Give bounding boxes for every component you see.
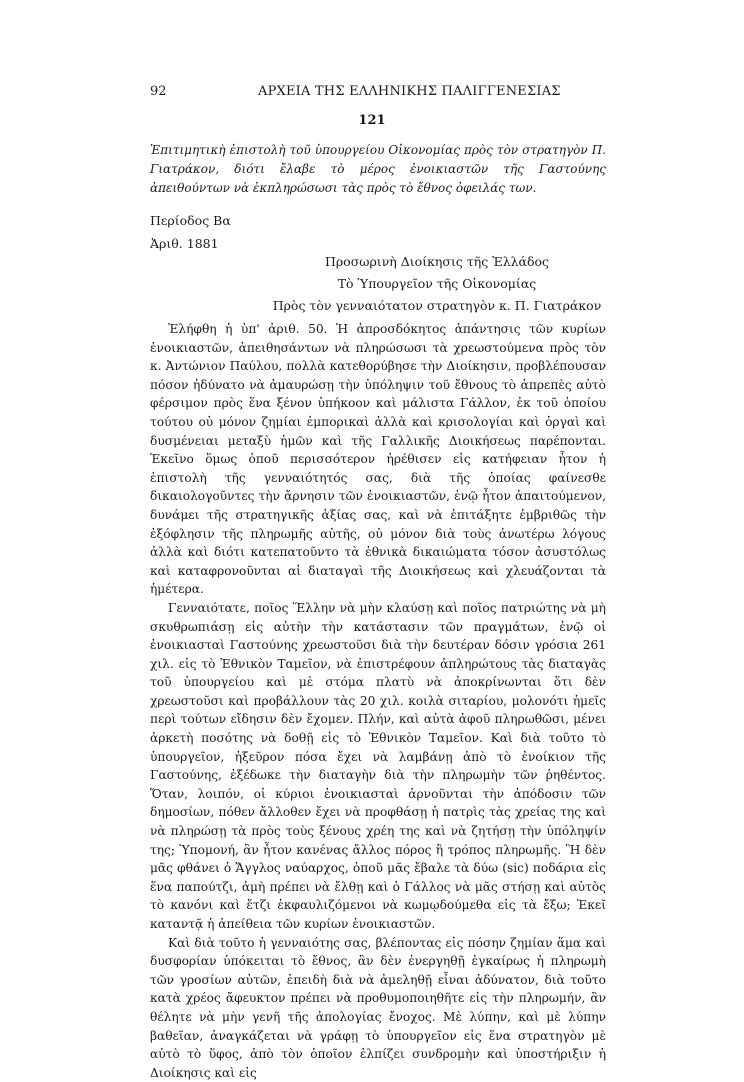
- body-paragraph: Ἐλήφθη ἡ ὑπ' ἀριθ. 50. Ἡ ἀπροσδόκητος ἀπάντησις τῶν κυρίων ἐνοικιαστῶν, ἀπειθησάντων νὰ πληρώσωσι τὰ χρεωστούμενα πρὸς τὸν κ. Ἀντώνιον Παύλου, πολλὰ κατεθορύβησε τὴν Διοίκησιν, προβλέπουσαν πόσον ἠδύνατο νὰ ἀμαυρώσῃ τὴν ὑπόληψιν τοῦ ἔθνους τὸ ἀπρεπὲς αὐτὸ φέρσιμον πρὸς ἕνα ξένον ὑπήκοον καὶ μάλιστα Γάλλον, ἐκ τοῦ ὁποίου τούτου οὐ μόνον ζημίαι ἐμπορικαὶ ἀλλὰ καὶ κρισολογίαι καὶ ὀργαὶ καὶ δυσμένειαι μεταξὺ ἡμῶν καὶ τῆς Γαλλικῆς Διοικήσεως παρέπονται. Ἐκεῖνο ὅμως ὁποῦ περισσότερον ἠρέθισεν εἰς κατήφειαν ἦτον ἡ ἐπιστολὴ τῆς γενναιότητός σας, διὰ τῆς ὁποίας φαίνεσθε δικαιολογοῦντες τὴν ἄρνησιν τῶν ἐνοικιαστῶν, ἐνῷ ἦτον ἀπαιτούμενον, δυνάμει τῆς στρατηγικῆς ἀξίας σας, καὶ νὰ ἐπιτάξητε ἐμβριθῶς τὴν ἐξόφλησιν τῆς πληρωμῆς αὐτῆς, οὐ μόνον διὰ τοὺς ἀνωτέρω λόγους ἀλλὰ καὶ διότι κατεπατοῦντο τὰ ἐθνικὰ δικαιώματα τόσον ἀσυστόλως καὶ καταφρονοῦνται αἱ διαταγαὶ τῆς Διοικήσεως καὶ χλευάζονται τὰ ἡμέτερα.: [150, 322, 606, 597]
- period-label: Περίοδος Βα: [150, 213, 231, 228]
- addressee-heading: Πρὸς τὸν γενναιότατον στρατηγὸν κ. Π. Γιατράκον: [272, 298, 602, 313]
- ministry-heading: Τὸ Ὑπουργεῖον τῆς Οἰκονομίας: [337, 276, 537, 291]
- page-number: 92: [150, 84, 167, 99]
- body-paragraph: Καὶ διὰ τοῦτο ἡ γενναιότης σας, βλέποντας εἰς πόσην ζημίαν ἅμα καὶ δυσφορίαν ὑπόκειται τὸ ἔθνος, ἂν δὲν ἐνεργηθῇ ἐγκαίρως ἡ πληρωμὴ τῶν γροσίων αὐτῶν, ἐπειδὴ διὰ νὰ ἀμεληθῇ εἶναι ἀδύνατον, διὰ τοῦτο κατὰ χρέος ἄφευκτον πρέπει νὰ προθυμοποιηθῆτε εἰς τὴν πληρωμήν, ἂν θέλητε νὰ μὴν γενῆ τῆς ἀπολογίας ἔνοχος. Μὲ λύπην, καὶ μὲ λύπην βαθεῖαν, ἀναγκάζεται νὰ γράφῃ τὸ ὑπουργεῖον εἰς ἕνα στρατηγὸν μὲ αὐτὸ τὸ ὕφος, ἀπὸ τὸν ὁποῖον ἐλπίζει συνδρομὴν καὶ ὑποστήριξιν ἡ Διοίκησις καὶ εἰς: [150, 935, 606, 1080]
- body-paragraph: Γενναιότατε, ποῖος Ἕλλην νὰ μὴν κλαύσῃ καὶ ποῖος πατριώτης νὰ μὴ σκυθρωπιάσῃ εἰς αὐτὴν τὴν κατάστασιν τῶν πραγμάτων, ἐνῷ οἱ ἐνοικιασταὶ Γαστούνης χρεωστοῦσι διὰ τὴν δευτέραν δόσιν γρόσια 261 χιλ. εἰς τὸ Ἐθνικὸν Ταμεῖον, νὰ ἐπιστρέφουν ἀπληρώτους τὰς διαταγὰς τοῦ ὑπουργείου καὶ μὲ στόμα πλατὺ νὰ ἀποκρίνωνται ὅτι δὲν χρεωστοῦσι καὶ προβάλλουν τὰς 20 χιλ. κοιλὰ σιταρίου, μολονότι ἡμεῖς περὶ τούτων εἴδησιν δὲν ἔχομεν. Πλήν, καὶ αὐτὰ ἀφοῦ πληρωθῶσι, μένει ἀρκετὴ ποσότης νὰ δοθῇ εἰς τὸ Ἐθνικὸν Ταμεῖον. Καὶ διὰ τοῦτο τὸ ὑπουργεῖον, ἠξεῦρον πόσα ἔχει νὰ λαμβάνῃ ἀπὸ τὸ ἐνοίκιον τῆς Γαστούνης, ἐξέδωκε τὴν διαταγὴν διὰ τὴν πληρωμὴν τῶν ῥηθέντος. Ὅταν, λοιπόν, οἱ κύριοι ἐνοικιασταὶ ἀρνοῦνται τὴν ἀπόδοσιν τῶν δημοσίων, πόθεν ἄλλοθεν ἔχει νὰ προφθάσῃ ἡ πατρὶς τὰς χρείας της καὶ νὰ πληρώσῃ τὰ πρὸς τοὺς ξένους χρέη της καὶ νὰ ζητήσῃ τὴν ὑπόληψίν της; Ὑπομονή, ἂν ἦτον κανένας ἄλλος πόρος ἢ τρόπος πληρωμῆς. Ἢ δὲν μᾶς φθάνει ὁ Ἄγγλος ναύαρχος, ὁποῦ μᾶς ἔβαλε τὰ δύω (sic) ποδάρια εἰς ἕνα παπούτζι, ἀμὴ πρέπει νὰ ἔλθῃ καὶ ὁ Γάλλος νὰ μᾶς στήσῃ καὶ αὐτὸς τὸ κανόνι καὶ ἔτζι ἐκφαυλιζόμενοι νὰ κωμῳδούμεθα εἰς τὰ ἔξω; Ἐκεῖ καταντᾷ ἡ ἀπείθεια τῶν κυρίων ἐνοικιαστῶν.: [150, 600, 606, 931]
- document-summary: Ἐπιτιμητικὴ ἐπιστολὴ τοῦ ὑπουργείου Οἰκονομίας πρὸς τὸν στρατηγὸν Π. Γιατράκον, διότι ἔλαβε τὸ μέρος ἐνοικιαστῶν τῆς Γαστούνης ἀπειθούντων νὰ ἐκπληρώσωσι τὰς πρὸς τὸ ἔθνος ὀφειλάς των.: [150, 143, 606, 195]
- document-number: 121: [358, 113, 386, 128]
- running-title: ΑΡΧΕΙΑ ΤΗΣ ΕΛΛΗΝΙΚΗΣ ΠΑΛΙΓΓΕΝΕΣΙΑΣ: [258, 84, 561, 99]
- government-heading: Προσωρινὴ Διοίκησις τῆς Ἑλλάδος: [324, 254, 550, 269]
- reference-number: Ἀριθ. 1881: [150, 236, 219, 251]
- letter-body: [150, 320, 606, 1082]
- running-header: [150, 84, 590, 104]
